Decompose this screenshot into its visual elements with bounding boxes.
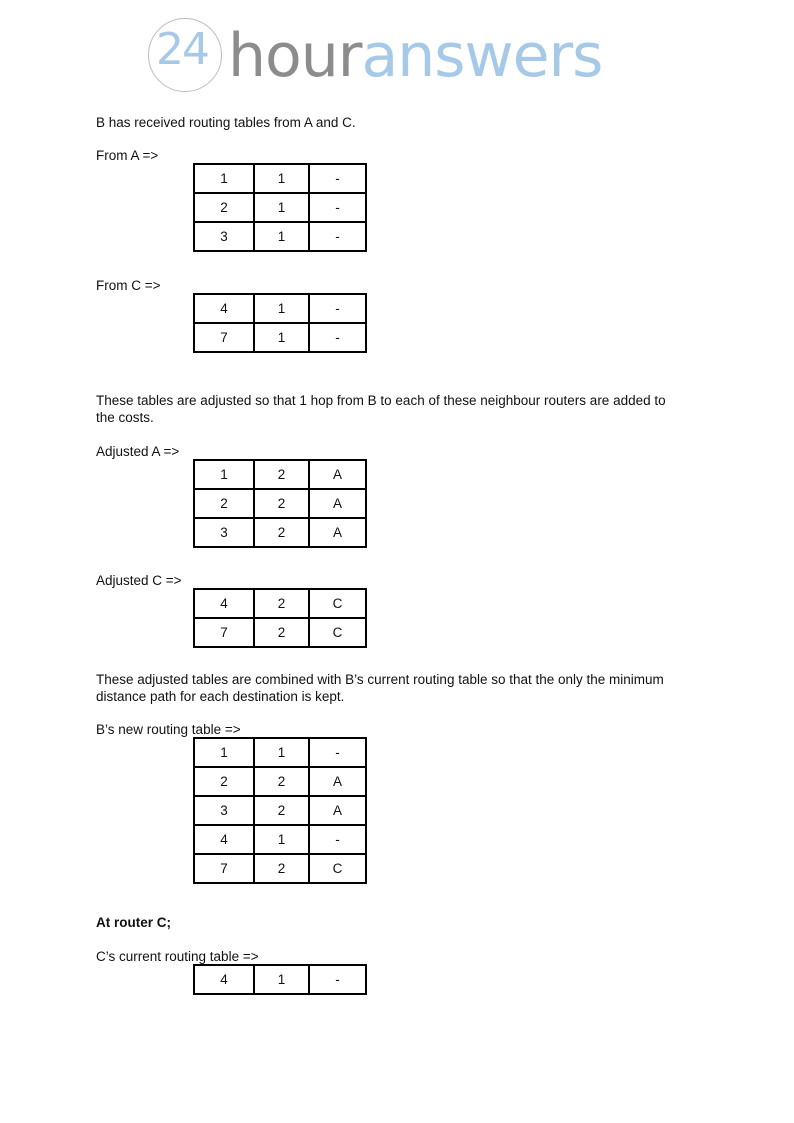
table-row — [194, 222, 366, 251]
adjust-paragraph: These tables are adjusted so that 1 hop from B to each of these neighbour routers are added to the costs. — [96, 393, 666, 425]
table-cell: 1 — [194, 164, 254, 193]
table-cell: 7 — [194, 323, 254, 352]
table-row — [194, 193, 366, 222]
table-cell: 1 — [194, 460, 254, 489]
table-cell: 3 — [194, 518, 254, 547]
table-cell: 4 — [194, 589, 254, 618]
table-row — [194, 164, 366, 193]
table-cell: 1 — [254, 965, 309, 994]
table-cell: 2 — [254, 489, 309, 518]
table-cell: 2 — [254, 618, 309, 647]
table-cell: 7 — [194, 618, 254, 647]
b-new-table — [193, 737, 367, 884]
table-cell: 4 — [194, 825, 254, 854]
table-cell: 2 — [254, 767, 309, 796]
from-c-table — [193, 293, 367, 353]
b-new-label: B’s new routing table => — [96, 722, 241, 737]
table-row — [194, 518, 366, 547]
table-row — [194, 965, 366, 994]
table-cell: 2 — [254, 854, 309, 883]
table-row — [194, 767, 366, 796]
table-cell: C — [309, 618, 366, 647]
table-cell: 1 — [254, 738, 309, 767]
logo-wordmark — [228, 18, 602, 94]
combine-paragraph: These adjusted tables are combined with B’s current routing table so that the only the minimum distance path for each destination is kept. — [96, 672, 664, 704]
table-row — [194, 854, 366, 883]
table-cell: 1 — [254, 222, 309, 251]
adjusted-c-label: Adjusted C => — [96, 573, 182, 588]
table-row — [194, 489, 366, 518]
adjusted-a-table — [193, 459, 367, 548]
table-cell: 2 — [254, 589, 309, 618]
table-row — [194, 796, 366, 825]
table-cell: 1 — [254, 294, 309, 323]
table-cell: C — [309, 589, 366, 618]
table-cell: 4 — [194, 294, 254, 323]
table-row — [194, 618, 366, 647]
table-cell: 2 — [254, 796, 309, 825]
table-cell: - — [309, 222, 366, 251]
table-cell: 7 — [194, 854, 254, 883]
table-cell: - — [309, 825, 366, 854]
table-row — [194, 825, 366, 854]
table-cell: 4 — [194, 965, 254, 994]
table-cell: A — [309, 767, 366, 796]
table-cell: 1 — [194, 738, 254, 767]
table-cell: 2 — [194, 767, 254, 796]
logo-word-hour: hour — [228, 21, 362, 91]
table-row — [194, 294, 366, 323]
table-row — [194, 738, 366, 767]
from-a-table — [193, 163, 367, 252]
intro-text: B has received routing tables from A and C. — [96, 115, 356, 130]
table-cell: - — [309, 965, 366, 994]
adjusted-a-label: Adjusted A => — [96, 444, 180, 459]
table-cell: 2 — [194, 193, 254, 222]
logo-number: 24 — [156, 24, 208, 75]
table-cell: C — [309, 854, 366, 883]
table-cell: - — [309, 738, 366, 767]
table-cell: 1 — [254, 825, 309, 854]
logo — [146, 16, 616, 94]
table-cell: 2 — [194, 489, 254, 518]
table-cell: 1 — [254, 164, 309, 193]
table-cell: 1 — [254, 193, 309, 222]
table-cell: 2 — [254, 460, 309, 489]
table-row — [194, 323, 366, 352]
table-cell: - — [309, 294, 366, 323]
table-cell: A — [309, 489, 366, 518]
table-cell: A — [309, 460, 366, 489]
table-cell: A — [309, 518, 366, 547]
table-row — [194, 589, 366, 618]
table-cell: A — [309, 796, 366, 825]
c-current-label: C’s current routing table => — [96, 949, 259, 964]
table-cell: - — [309, 193, 366, 222]
table-row — [194, 460, 366, 489]
from-c-label: From C => — [96, 278, 161, 293]
table-cell: 3 — [194, 222, 254, 251]
table-cell: - — [309, 164, 366, 193]
table-cell: 3 — [194, 796, 254, 825]
logo-word-answers: answers — [361, 21, 603, 91]
from-a-label: From A => — [96, 148, 159, 163]
table-cell: - — [309, 323, 366, 352]
adjusted-c-table — [193, 588, 367, 648]
c-current-table — [193, 964, 367, 995]
table-cell: 2 — [254, 518, 309, 547]
router-c-heading: At router C; — [96, 915, 171, 930]
table-cell: 1 — [254, 323, 309, 352]
